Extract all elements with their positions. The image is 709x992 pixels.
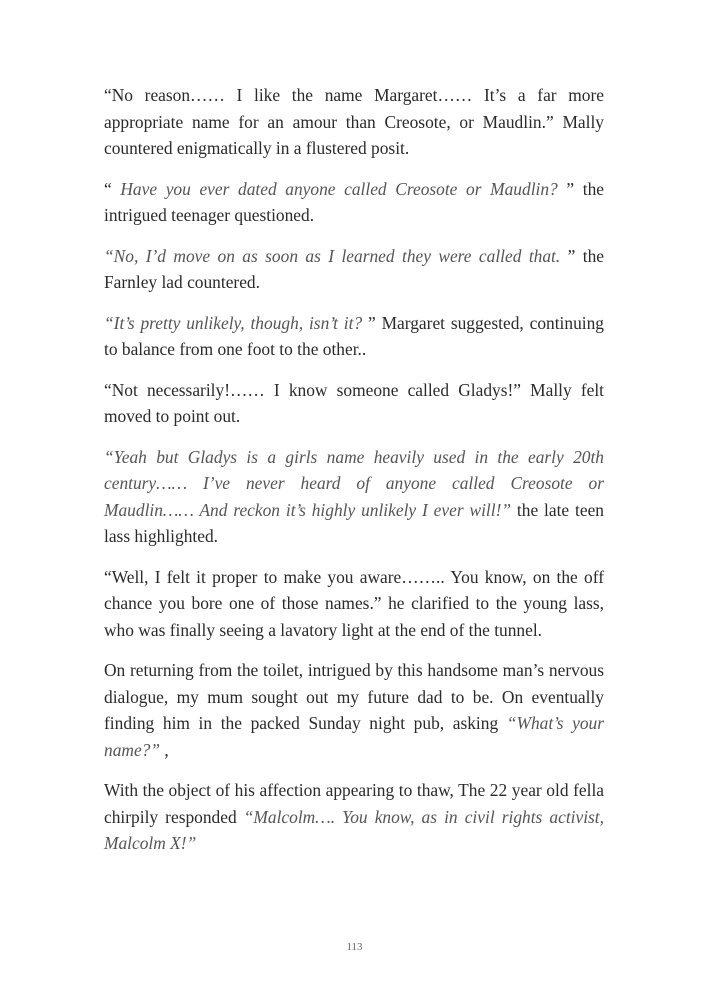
paragraph-7 — [104, 564, 604, 644]
text-run: “ — [104, 178, 112, 199]
page-number: 113 — [346, 941, 363, 953]
italic-dialogue: “It’s pretty unlikely, though, isn’t it? — [104, 312, 369, 333]
paragraph-1 — [104, 82, 604, 162]
italic-dialogue: “Yeah but Gladys is a girls name heavily used in the early 20th century…… I’ve never heard of anyone called Creosote or Maudlin…… And reckon it’s highly unlikely I ever will!” — [104, 446, 604, 520]
paragraph-6 — [104, 444, 604, 550]
text-run: “Well, I felt it proper to make you aware…….. You know, on the off chance you bore one of those names.” he clarified to the young lass, who was finally seeing a lavatory light at the end of the tunnel. — [104, 566, 604, 640]
paragraph-3 — [104, 243, 604, 296]
paragraph-9 — [104, 777, 604, 857]
text-run: ” the Farnley lad countered. — [104, 245, 605, 292]
paragraph-4 — [104, 310, 604, 363]
italic-dialogue: “What’s your name?” — [104, 713, 604, 760]
italic-dialogue: Have you ever dated anyone called Creosote or Maudlin? — [111, 178, 567, 199]
text-run: “Not necessarily!…… I know someone called Gladys!” Mally felt moved to point out. — [104, 379, 604, 426]
text-run: On returning from the toilet, intrigued by this handsome man’s nervous dialogue, my mum sought out my future dad to be. On eventually finding him in the packed Sunday night pub, asking — [104, 660, 604, 733]
paragraph-2 — [104, 176, 604, 229]
text-run: With the object of his affection appearing to thaw, The 22 year old fella chirpily responded — [104, 780, 604, 827]
text-run: the late teen lass highlighted. — [104, 499, 604, 546]
italic-dialogue: “Malcolm…. You know, as in civil rights activist, Malcolm X!” — [104, 806, 604, 853]
paragraph-8 — [104, 657, 604, 763]
text-run: , — [160, 739, 169, 760]
text-run: ” Margaret suggested, continuing to balance from one foot to the other.. — [104, 312, 604, 359]
italic-dialogue: “No, I’d move on as soon as I learned they were called that. — [104, 245, 568, 266]
body-text — [104, 82, 604, 871]
text-run: “No reason…… I like the name Margaret…… It’s a far more appropriate name for an amour than Creosote, or Maudlin.” Mally countered enigmatically in a flustered posit. — [104, 85, 604, 158]
text-run: ” the intrigued teenager questioned. — [104, 178, 605, 225]
paragraph-5 — [104, 377, 604, 430]
